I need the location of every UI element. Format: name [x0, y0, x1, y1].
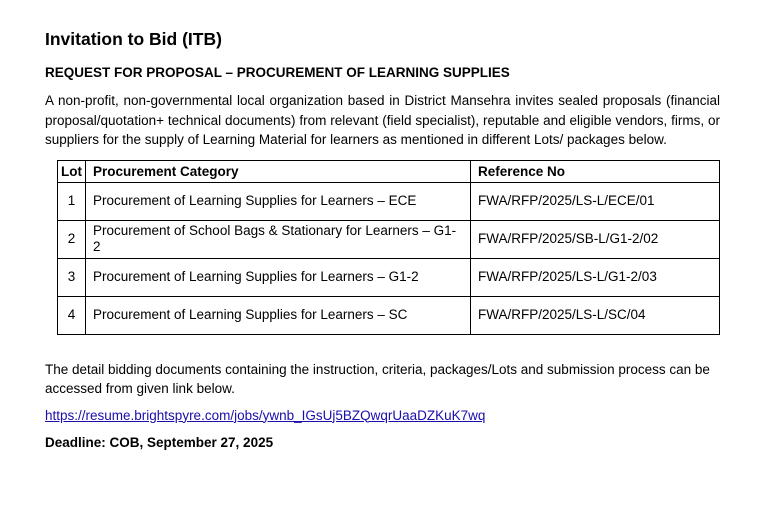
table-row	[58, 258, 720, 296]
cell-category: Procurement of Learning Supplies for Learners – ECE	[86, 182, 471, 220]
header-category: Procurement Category	[86, 160, 471, 182]
table-row	[58, 296, 720, 334]
cell-lot: 2	[58, 220, 86, 258]
cell-reference: FWA/RFP/2025/LS-L/SC/04	[471, 296, 720, 334]
page-title: Invitation to Bid (ITB)	[45, 29, 222, 49]
deadline-text: Deadline: COB, September 27, 2025	[45, 434, 274, 450]
intro-paragraph: A non-profit, non-governmental local organization based in District Mansehra invites sealed proposals (financial proposal/quotation+ technical documents) from relevant (field specialist), reputable and eligible vendors, firms, or suppliers for the supply of Learning Material for learners as mentioned in different Lots/ packages below.	[45, 93, 720, 147]
cell-reference: FWA/RFP/2025/SB-L/G1-2/02	[471, 220, 720, 258]
cell-lot: 1	[58, 182, 86, 220]
table-row	[58, 220, 720, 258]
detail-paragraph: The detail bidding documents containing the instruction, criteria, packages/Lots and submission process can be accessed from given link below.	[45, 361, 710, 396]
header-reference: Reference No	[471, 160, 720, 182]
table-header-row	[58, 160, 720, 182]
header-lot: Lot	[58, 160, 86, 182]
cell-reference: FWA/RFP/2025/LS-L/ECE/01	[471, 182, 720, 220]
document-page	[45, 28, 720, 450]
cell-category: Procurement of School Bags & Stationary for Learners – G1-2	[86, 220, 471, 258]
cell-category: Procurement of Learning Supplies for Learners – SC	[86, 296, 471, 334]
bidding-documents-link[interactable]: https://resume.brightspyre.com/jobs/ywnb_IGsUj5BZQwqrUaaDZKuK7wq	[45, 407, 486, 423]
cell-lot: 3	[58, 258, 86, 296]
page-subtitle: REQUEST FOR PROPOSAL – PROCUREMENT OF LEARNING SUPPLIES	[45, 65, 510, 80]
cell-lot: 4	[58, 296, 86, 334]
cell-reference: FWA/RFP/2025/LS-L/G1-2/03	[471, 258, 720, 296]
table-row	[58, 182, 720, 220]
cell-category: Procurement of Learning Supplies for Learners – G1-2	[86, 258, 471, 296]
lots-table	[57, 160, 720, 335]
